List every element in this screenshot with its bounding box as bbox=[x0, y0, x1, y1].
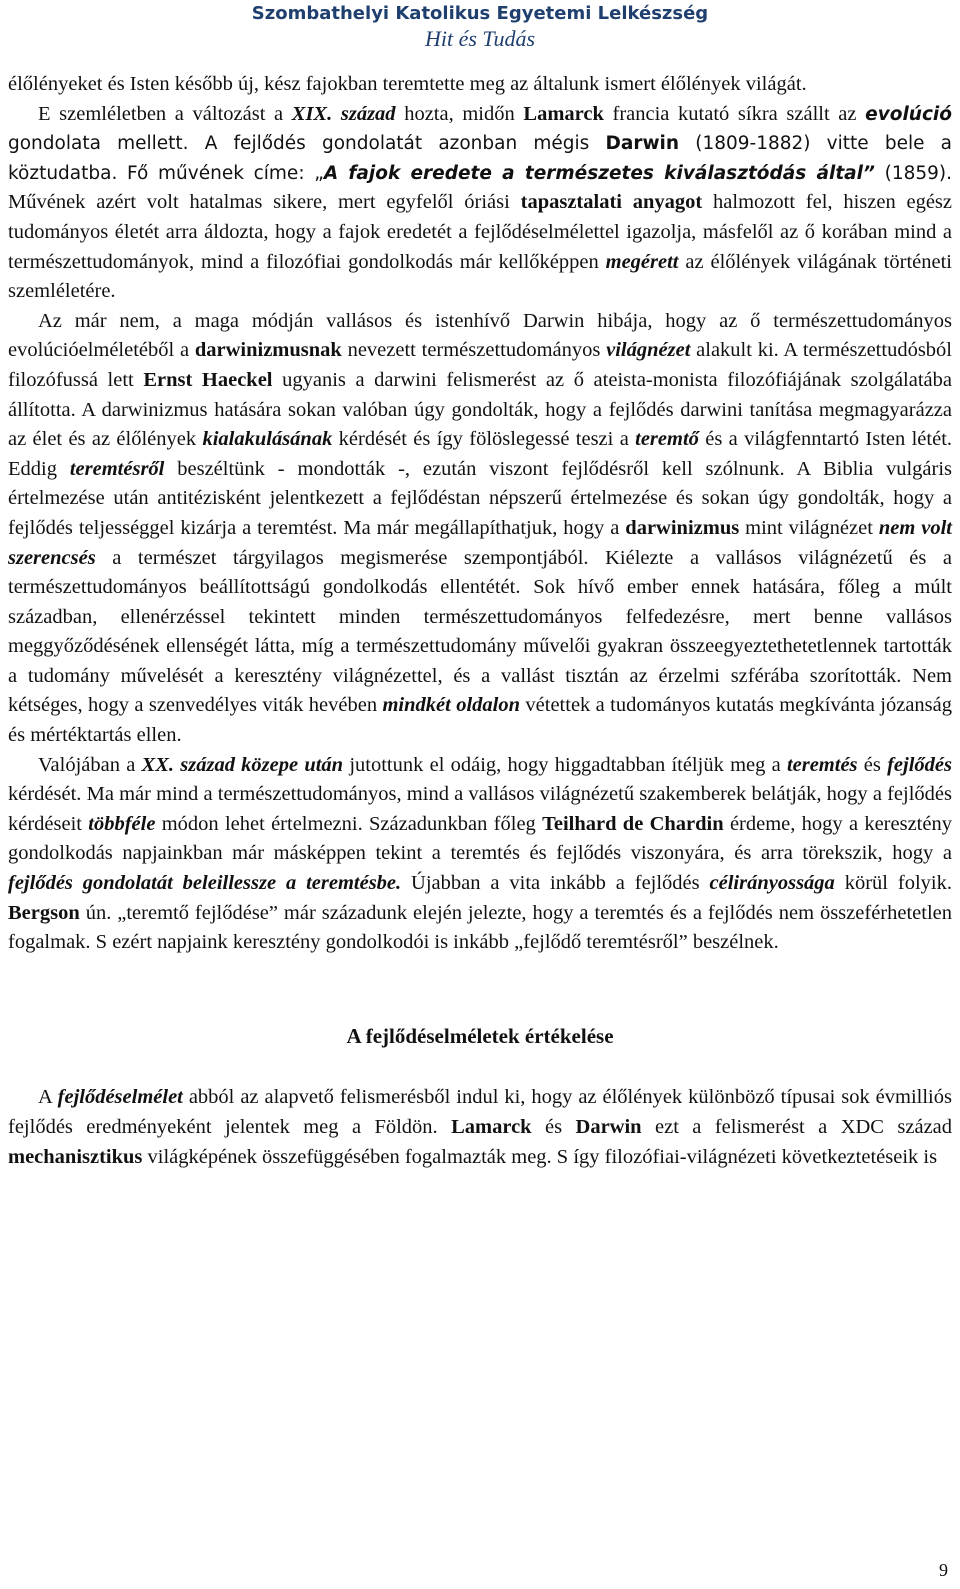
p3-text: ugyanis a darwini felismerést az ő ateista-monista filozófiájának szolgálatába állította. A darwinizmus hatására sokan valóban úgy gondolták, hogy a fejlődés darwini tanítása megmagyarázza az élet és az élőlények bbox=[8, 368, 952, 451]
p5-text: világképének összefüggésében fogalmazták meg. S így filozófiai-világnézeti következtetéseik is bbox=[142, 1145, 938, 1168]
p5-text: és bbox=[531, 1116, 576, 1138]
p3-text: Az már nem, a maga módján vallásos és istenhívő Darwin hibája, hogy az ő természettudományos evolúcióelméletéből a bbox=[8, 309, 952, 362]
paragraph-2 bbox=[8, 100, 952, 307]
p4-emph-xx-szazad: XX. század közepe után bbox=[141, 753, 344, 776]
p3-emph-teremto: teremtő bbox=[635, 428, 699, 451]
p4-emph-beilleszt: fejlődés gondolatát beleillessze a teremtésbe. bbox=[8, 872, 402, 895]
p2-text: halmozott fel, hiszen egész tudományos életét arra áldozta, hogy a fajok eredetét a fejlődéselmélettel igazolja, másfelől az ő korában mind a természettudományok, mind a filozófiai gondolkodás már kellőképpen bbox=[8, 191, 953, 273]
p2-name-lamarck: Lamarck bbox=[523, 102, 604, 125]
p3-emph-nem-szerencses: nem volt szerencsés bbox=[8, 516, 952, 569]
p3-emph-darwinizmus: darwinizmusnak bbox=[194, 339, 342, 362]
p3-text: vétettek a tudományos kutatás megkívánta józanság és mértéktartás ellen. bbox=[8, 694, 953, 747]
p4-text: ún. „teremtő fejlődése” már századunk elején jelezte, hogy a teremtés és a fejlődés nem összeférhetetlen fogalmak. S ezért napjaink keresztény gondolkodói is inkább „fejlődő teremtésről” beszélnek. bbox=[8, 901, 952, 954]
p4-emph-tobbfele: többféle bbox=[88, 812, 156, 835]
p2-text: gondolata mellett. A fejlődés gondolatát azonban mégis bbox=[8, 133, 606, 155]
p2-text: Művének azért volt hatalmas sikere, mert egyfelől óriási bbox=[8, 191, 521, 214]
paragraph-3 bbox=[8, 307, 952, 751]
p5-text: abból az alapvető felismerésből indul ki, hogy az élőlények különböző típusai sok évmilliós fejlődés eredményeként jelentek meg a Földön. bbox=[8, 1086, 952, 1138]
p2-text: (1809-1882) vitte bele a köztudatba. Fő művének címe: „ bbox=[8, 133, 952, 184]
paragraph-4 bbox=[8, 751, 952, 958]
p3-emph-vilagnezet: világnézet bbox=[606, 339, 691, 362]
paragraph-5 bbox=[8, 1083, 952, 1172]
p2-text: E szemléletben a változást a bbox=[38, 102, 292, 125]
p5-name-lamarck: Lamarck bbox=[451, 1116, 532, 1138]
p3-text: és a világfenntartó Isten létét. Eddig bbox=[8, 428, 953, 480]
p4-text: jutottunk el odáig, hogy higgadtabban ítéljük meg a bbox=[343, 753, 787, 776]
p3-text: kérdését és így fölöslegessé teszi a bbox=[332, 428, 636, 451]
p4-emph-celiranyossag: célirányossága bbox=[709, 872, 835, 895]
p3-text: mint világnézet bbox=[739, 516, 879, 539]
p3-text: nevezett természettudományos bbox=[341, 339, 607, 362]
p2-emph-megerett: megérett bbox=[605, 250, 679, 273]
p3-emph-teremtesrol: teremtésről bbox=[69, 457, 165, 480]
section-title: A fejlődéselméletek értékelése bbox=[346, 1023, 614, 1048]
p2-text: hozta, midőn bbox=[395, 102, 524, 125]
p4-name-bergson: Bergson bbox=[8, 901, 80, 924]
p2-emph-evolucio: evolúció bbox=[865, 103, 952, 125]
p2-text: francia kutató síkra szállt az bbox=[603, 102, 866, 125]
header-subtitle: Hit és Tudás bbox=[424, 26, 536, 51]
p4-text: módon lehet értelmezni. Századunkban főleg bbox=[155, 812, 543, 835]
p3-text: beszéltünk - mondották -, ezután viszont fejlődésről kell szólnunk. A Biblia vulgáris értelmezése után antitézisként jelentkezett a fejlődéstan népszerű értelmezése és sokan úgy gondolták, hogy a fejlődés teljességgel kizárja a teremtést. Ma már megállapíthatjuk, hogy a bbox=[8, 457, 953, 539]
p4-text: körül folyik. bbox=[834, 872, 952, 895]
p2-emph-tapasztalati: tapasztalati anyagot bbox=[520, 191, 703, 214]
p2-book-title: A fajok eredete a természetes kiválasztódás által” bbox=[323, 162, 875, 184]
p5-emph-mechanisztikus: mechanisztikus bbox=[8, 1145, 143, 1168]
p4-text: Újabban a vita inkább a fejlődés bbox=[401, 872, 710, 895]
p2-name-darwin: Darwin bbox=[605, 133, 680, 155]
p5-emph-fejlodeselmelet: fejlődéselmélet bbox=[57, 1086, 183, 1109]
document-body bbox=[8, 70, 952, 1172]
p3-emph-mindket-oldalon: mindkét oldalon bbox=[382, 694, 521, 717]
p4-name-teilhard: Teilhard de Chardin bbox=[542, 812, 724, 835]
p2-emph-century: XIX. század bbox=[291, 102, 396, 125]
p2-text: (1859). bbox=[874, 162, 953, 184]
p4-text: Valójában a bbox=[38, 753, 142, 776]
p3-text: a természet tárgyilagos megismerése szempontjából. Kiélezte a vallásos világnézetű és a természettudományos beállítottságú gondolkodás ellentétét. Sok hívő ember ennek hatására, főleg a múlt században, ellenérzéssel tekintett minden természettudományos felfedezésre, mert benne vallásos meggyőződésének ellenségét látta, míg a természettudomány művelői gyakran összeegyeztethetetlennek tartották a tudomány művelését a keresztény világnézettel, és a vallást tisztán az érzelmi szférába szorították. Nem kétséges, hogy a szenvedélyes viták hevében bbox=[8, 546, 952, 717]
p3-emph-darwinizmus-2: darwinizmus bbox=[625, 516, 740, 539]
p4-text: kérdését. Ma már mind a természettudományos, mind a vallásos világnézetű szakemberek belátják, hogy a fejlődés kérdéseit bbox=[8, 783, 952, 835]
p4-emph-fejlodes: fejlődés bbox=[887, 753, 952, 776]
p1-text: élőlényeket és Isten később új, kész fajokban teremtette meg az általunk ismert élőlények világát. bbox=[8, 73, 807, 95]
p5-name-darwin: Darwin bbox=[575, 1116, 642, 1138]
paragraph-1 bbox=[8, 70, 952, 100]
page-header bbox=[0, 2, 960, 52]
p4-text: érdeme, hogy a keresztény gondolkodás napjainkban már másképpen tekint a teremtés és fejlődés viszonyára, és arra törekszik, hogy a bbox=[8, 812, 952, 865]
p4-text: és bbox=[857, 753, 888, 776]
header-organization: Szombathelyi Katolikus Egyetemi Lelkészség bbox=[251, 3, 709, 24]
p3-name-haeckel: Ernst Haeckel bbox=[143, 368, 273, 391]
p2-text: az élőlények világának történeti szemléletére. bbox=[8, 250, 952, 303]
section-spacer bbox=[8, 958, 952, 1022]
p4-emph-teremtes: teremtés bbox=[786, 753, 858, 776]
p3-emph-kialakulas: kialakulásának bbox=[202, 428, 333, 451]
p3-text: alakult ki. A természettudósból filozófussá lett bbox=[8, 339, 953, 391]
p5-text: ezt a felismerést a XDC század bbox=[641, 1116, 953, 1138]
p5-text: A bbox=[38, 1086, 58, 1109]
page-number: 9 bbox=[939, 1560, 948, 1580]
